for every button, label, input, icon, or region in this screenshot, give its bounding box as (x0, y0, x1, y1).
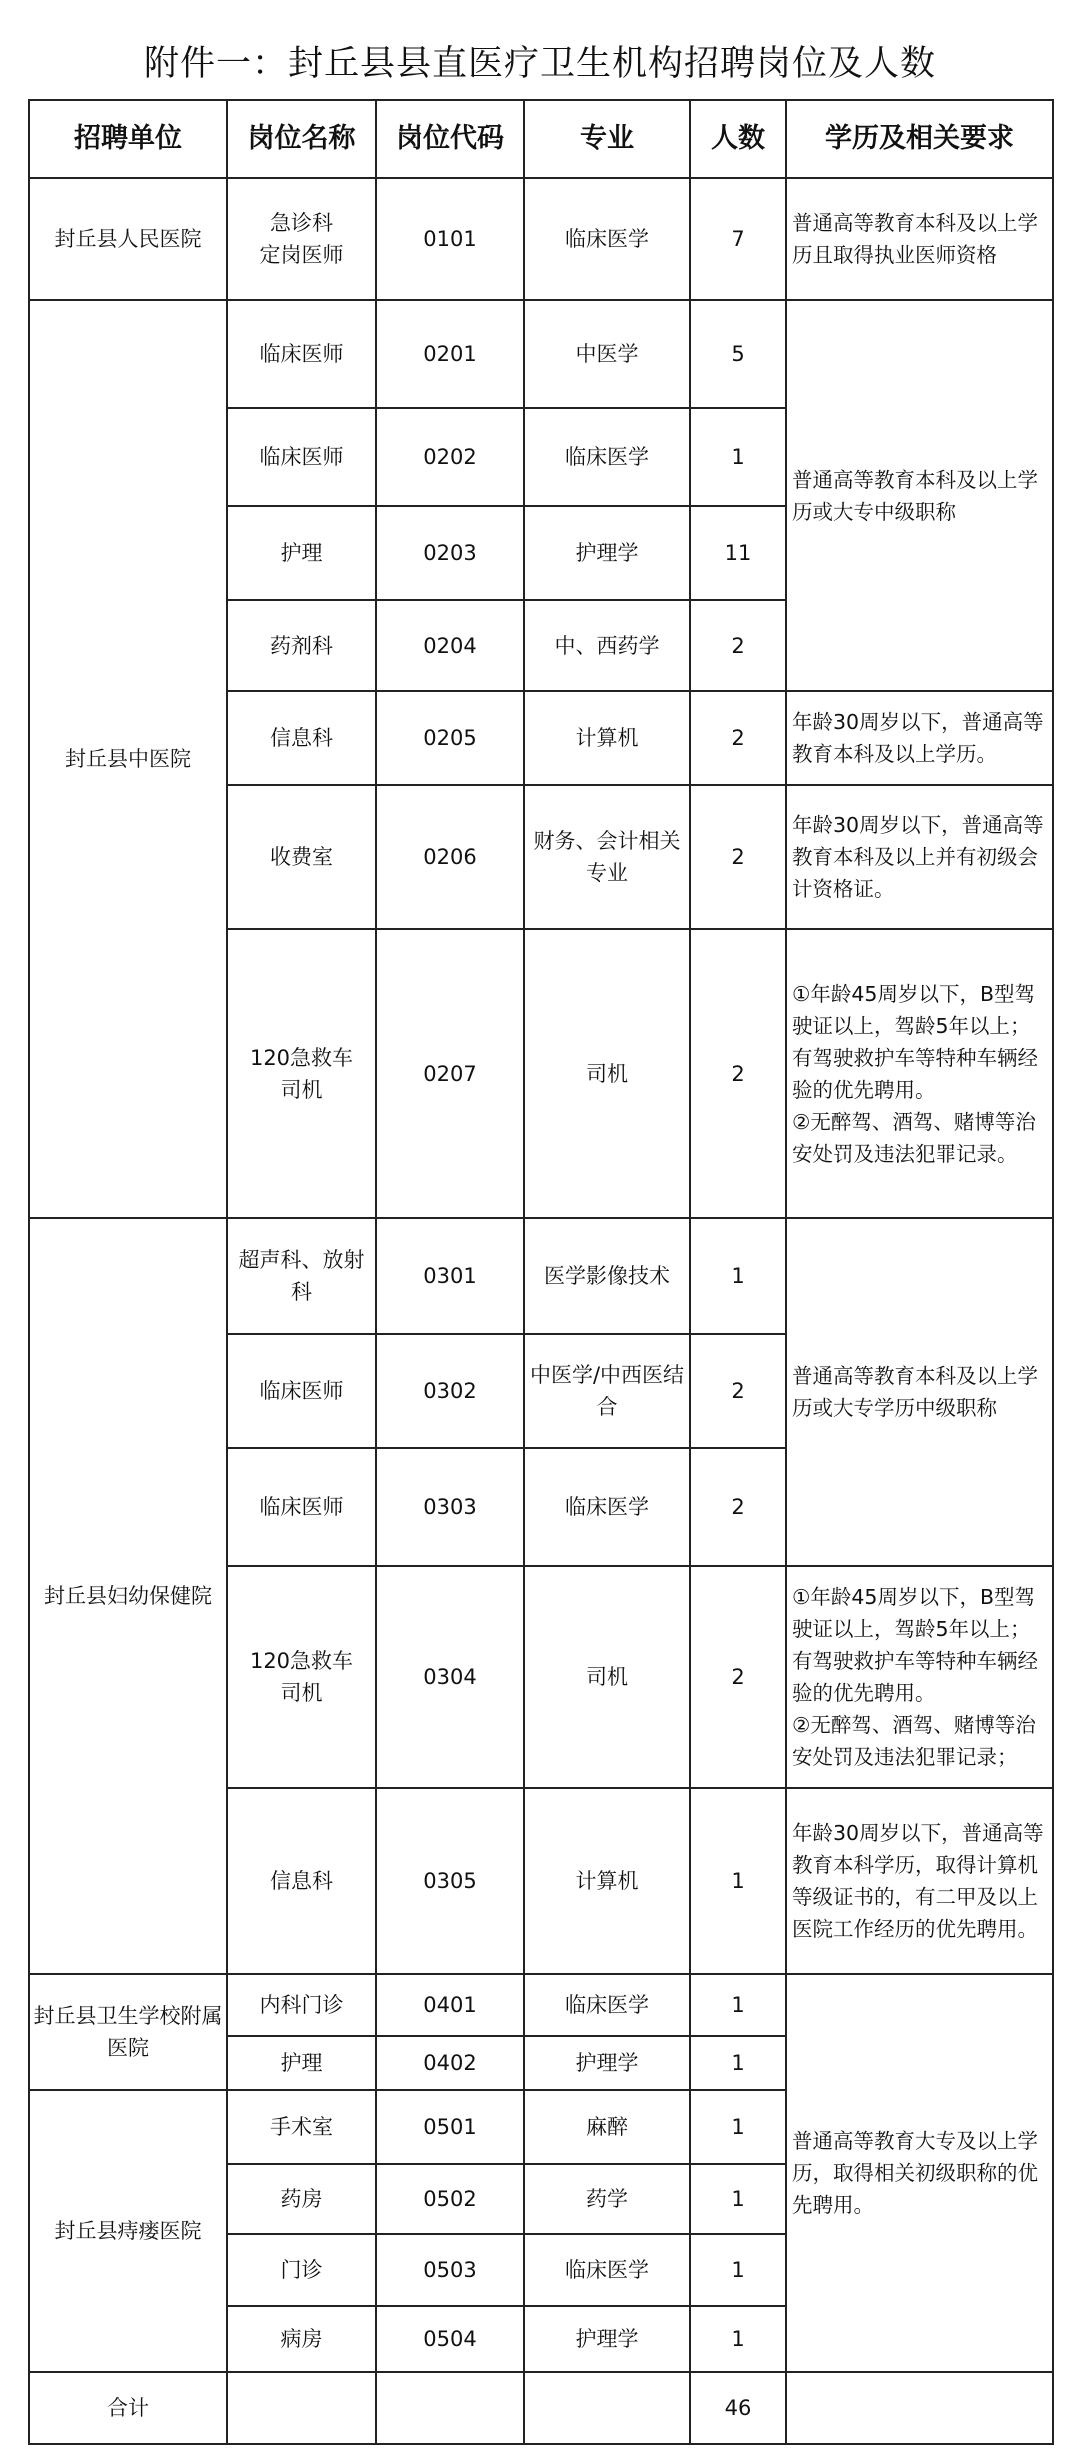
requirements-text: 普通高等教育本科及以上学历或大专学历中级职称 (792, 1364, 1038, 1420)
requirements-cell (786, 929, 1053, 1218)
position-cell: 120急救车 司机 (227, 929, 376, 1218)
count-cell: 2 (690, 691, 786, 785)
position-cell: 护理 (227, 2036, 376, 2090)
major-cell: 中、西药学 (524, 600, 690, 691)
count-cell: 1 (690, 2306, 786, 2372)
unit-cell: 封丘县卫生学校附属医院 (29, 1974, 227, 2090)
unit-cell: 封丘县人民医院 (29, 178, 227, 300)
table-row (29, 1974, 1053, 2036)
requirements-cell (786, 691, 1053, 785)
position-cell: 超声科、放射 科 (227, 1218, 376, 1334)
count-cell: 1 (690, 2164, 786, 2234)
header-position: 岗位名称 (227, 100, 376, 178)
count-cell: 1 (690, 2036, 786, 2090)
position-cell: 收费室 (227, 785, 376, 929)
table-row (29, 1218, 1053, 1334)
major-cell: 临床医学 (524, 408, 690, 506)
total-empty-requirements (786, 2372, 1053, 2444)
position-cell: 120急救车 司机 (227, 1566, 376, 1788)
major-cell: 计算机 (524, 1788, 690, 1974)
count-cell: 1 (690, 1218, 786, 1334)
requirements-cell (786, 1974, 1053, 2372)
position-cell: 门诊 (227, 2234, 376, 2306)
position-cell: 药剂科 (227, 600, 376, 691)
code-cell: 0203 (376, 506, 524, 600)
header-unit: 招聘单位 (29, 100, 227, 178)
code-cell: 0204 (376, 600, 524, 691)
major-cell: 药学 (524, 2164, 690, 2234)
count-cell: 7 (690, 178, 786, 300)
total-row (29, 2372, 1053, 2444)
requirements-text: 年龄30周岁以下，普通高等教育本科及以上并有初级会计资格证。 (792, 813, 1044, 901)
position-cell: 临床医师 (227, 408, 376, 506)
position-cell: 护理 (227, 506, 376, 600)
table-row (29, 178, 1053, 300)
major-cell: 护理学 (524, 2306, 690, 2372)
code-cell: 0401 (376, 1974, 524, 2036)
count-cell: 1 (690, 2234, 786, 2306)
unit-cell: 封丘县痔瘘医院 (29, 2090, 227, 2372)
position-cell: 临床医师 (227, 1448, 376, 1566)
requirements-text: 年龄30周岁以下，普通高等教育本科及以上学历。 (792, 710, 1044, 766)
position-cell: 手术室 (227, 2090, 376, 2164)
major-cell: 临床医学 (524, 1974, 690, 2036)
header-requirements: 学历及相关要求 (786, 100, 1053, 178)
code-cell: 0303 (376, 1448, 524, 1566)
total-count: 46 (690, 2372, 786, 2444)
code-cell: 0301 (376, 1218, 524, 1334)
major-cell: 护理学 (524, 2036, 690, 2090)
major-cell: 计算机 (524, 691, 690, 785)
count-cell: 1 (690, 1788, 786, 1974)
code-cell: 0205 (376, 691, 524, 785)
code-cell: 0504 (376, 2306, 524, 2372)
code-cell: 0202 (376, 408, 524, 506)
total-empty-position (227, 2372, 376, 2444)
major-cell: 临床医学 (524, 2234, 690, 2306)
code-cell: 0207 (376, 929, 524, 1218)
code-cell: 0305 (376, 1788, 524, 1974)
header-row (29, 100, 1053, 178)
requirements-text: ①年龄45周岁以下，B型驾驶证以上，驾龄5年以上；有驾驶救护车等特种车辆经验的优先聘用。 ②无醉驾、酒驾、赌博等治安处罚及违法犯罪记录； (792, 1585, 1038, 1769)
major-cell: 司机 (524, 1566, 690, 1788)
unit-cell: 封丘县中医院 (29, 300, 227, 1218)
position-cell: 临床医师 (227, 300, 376, 408)
major-cell: 中医学 (524, 300, 690, 408)
code-cell: 0402 (376, 2036, 524, 2090)
recruitment-table (28, 99, 1054, 2445)
requirements-cell (786, 178, 1053, 300)
position-cell: 临床医师 (227, 1334, 376, 1448)
header-major: 专业 (524, 100, 690, 178)
requirements-cell (786, 785, 1053, 929)
requirements-cell (786, 1218, 1053, 1566)
code-cell: 0502 (376, 2164, 524, 2234)
code-cell: 0101 (376, 178, 524, 300)
total-label: 合计 (29, 2372, 227, 2444)
header-code: 岗位代码 (376, 100, 524, 178)
requirements-cell (786, 300, 1053, 691)
major-cell: 财务、会计相关 专业 (524, 785, 690, 929)
requirements-cell (786, 1788, 1053, 1974)
count-cell: 2 (690, 1334, 786, 1448)
major-cell: 司机 (524, 929, 690, 1218)
position-cell: 内科门诊 (227, 1974, 376, 2036)
count-cell: 2 (690, 929, 786, 1218)
count-cell: 1 (690, 408, 786, 506)
count-cell: 2 (690, 600, 786, 691)
count-cell: 5 (690, 300, 786, 408)
table-row (29, 300, 1053, 408)
position-cell: 药房 (227, 2164, 376, 2234)
count-cell: 2 (690, 1448, 786, 1566)
unit-cell: 封丘县妇幼保健院 (29, 1218, 227, 1974)
major-cell: 临床医学 (524, 1448, 690, 1566)
code-cell: 0206 (376, 785, 524, 929)
position-cell: 病房 (227, 2306, 376, 2372)
code-cell: 0503 (376, 2234, 524, 2306)
code-cell: 0304 (376, 1566, 524, 1788)
requirements-text: ①年龄45周岁以下，B型驾驶证以上，驾龄5年以上；有驾驶救护车等特种车辆经验的优先聘用。 ②无醉驾、酒驾、赌博等治安处罚及违法犯罪记录。 (792, 981, 1038, 1166)
count-cell: 1 (690, 2090, 786, 2164)
major-cell: 中医学/中西医结 合 (524, 1334, 690, 1448)
code-cell: 0501 (376, 2090, 524, 2164)
code-cell: 0201 (376, 300, 524, 408)
requirements-text: 年龄30周岁以下，普通高等教育本科学历，取得计算机等级证书的，有二甲及以上医院工作经历的优先聘用。 (792, 1821, 1044, 1941)
count-cell: 2 (690, 1566, 786, 1788)
code-cell: 0302 (376, 1334, 524, 1448)
requirements-text: 普通高等教育本科及以上学历且取得执业医师资格 (792, 211, 1038, 267)
position-cell: 信息科 (227, 691, 376, 785)
page-title: 附件一：封丘县县直医疗卫生机构招聘岗位及人数 (143, 44, 936, 84)
major-cell: 护理学 (524, 506, 690, 600)
major-cell: 临床医学 (524, 178, 690, 300)
total-empty-major (524, 2372, 690, 2444)
count-cell: 11 (690, 506, 786, 600)
count-cell: 1 (690, 1974, 786, 2036)
position-cell: 信息科 (227, 1788, 376, 1974)
count-cell: 2 (690, 785, 786, 929)
major-cell: 麻醉 (524, 2090, 690, 2164)
requirements-cell (786, 1566, 1053, 1788)
requirements-text: 普通高等教育大专及以上学历，取得相关初级职称的优先聘用。 (792, 2129, 1038, 2217)
total-empty-code (376, 2372, 524, 2444)
position-cell: 急诊科 定岗医师 (227, 178, 376, 300)
major-cell: 医学影像技术 (524, 1218, 690, 1334)
requirements-text: 普通高等教育本科及以上学历或大专中级职称 (792, 467, 1038, 524)
header-count: 人数 (690, 100, 786, 178)
